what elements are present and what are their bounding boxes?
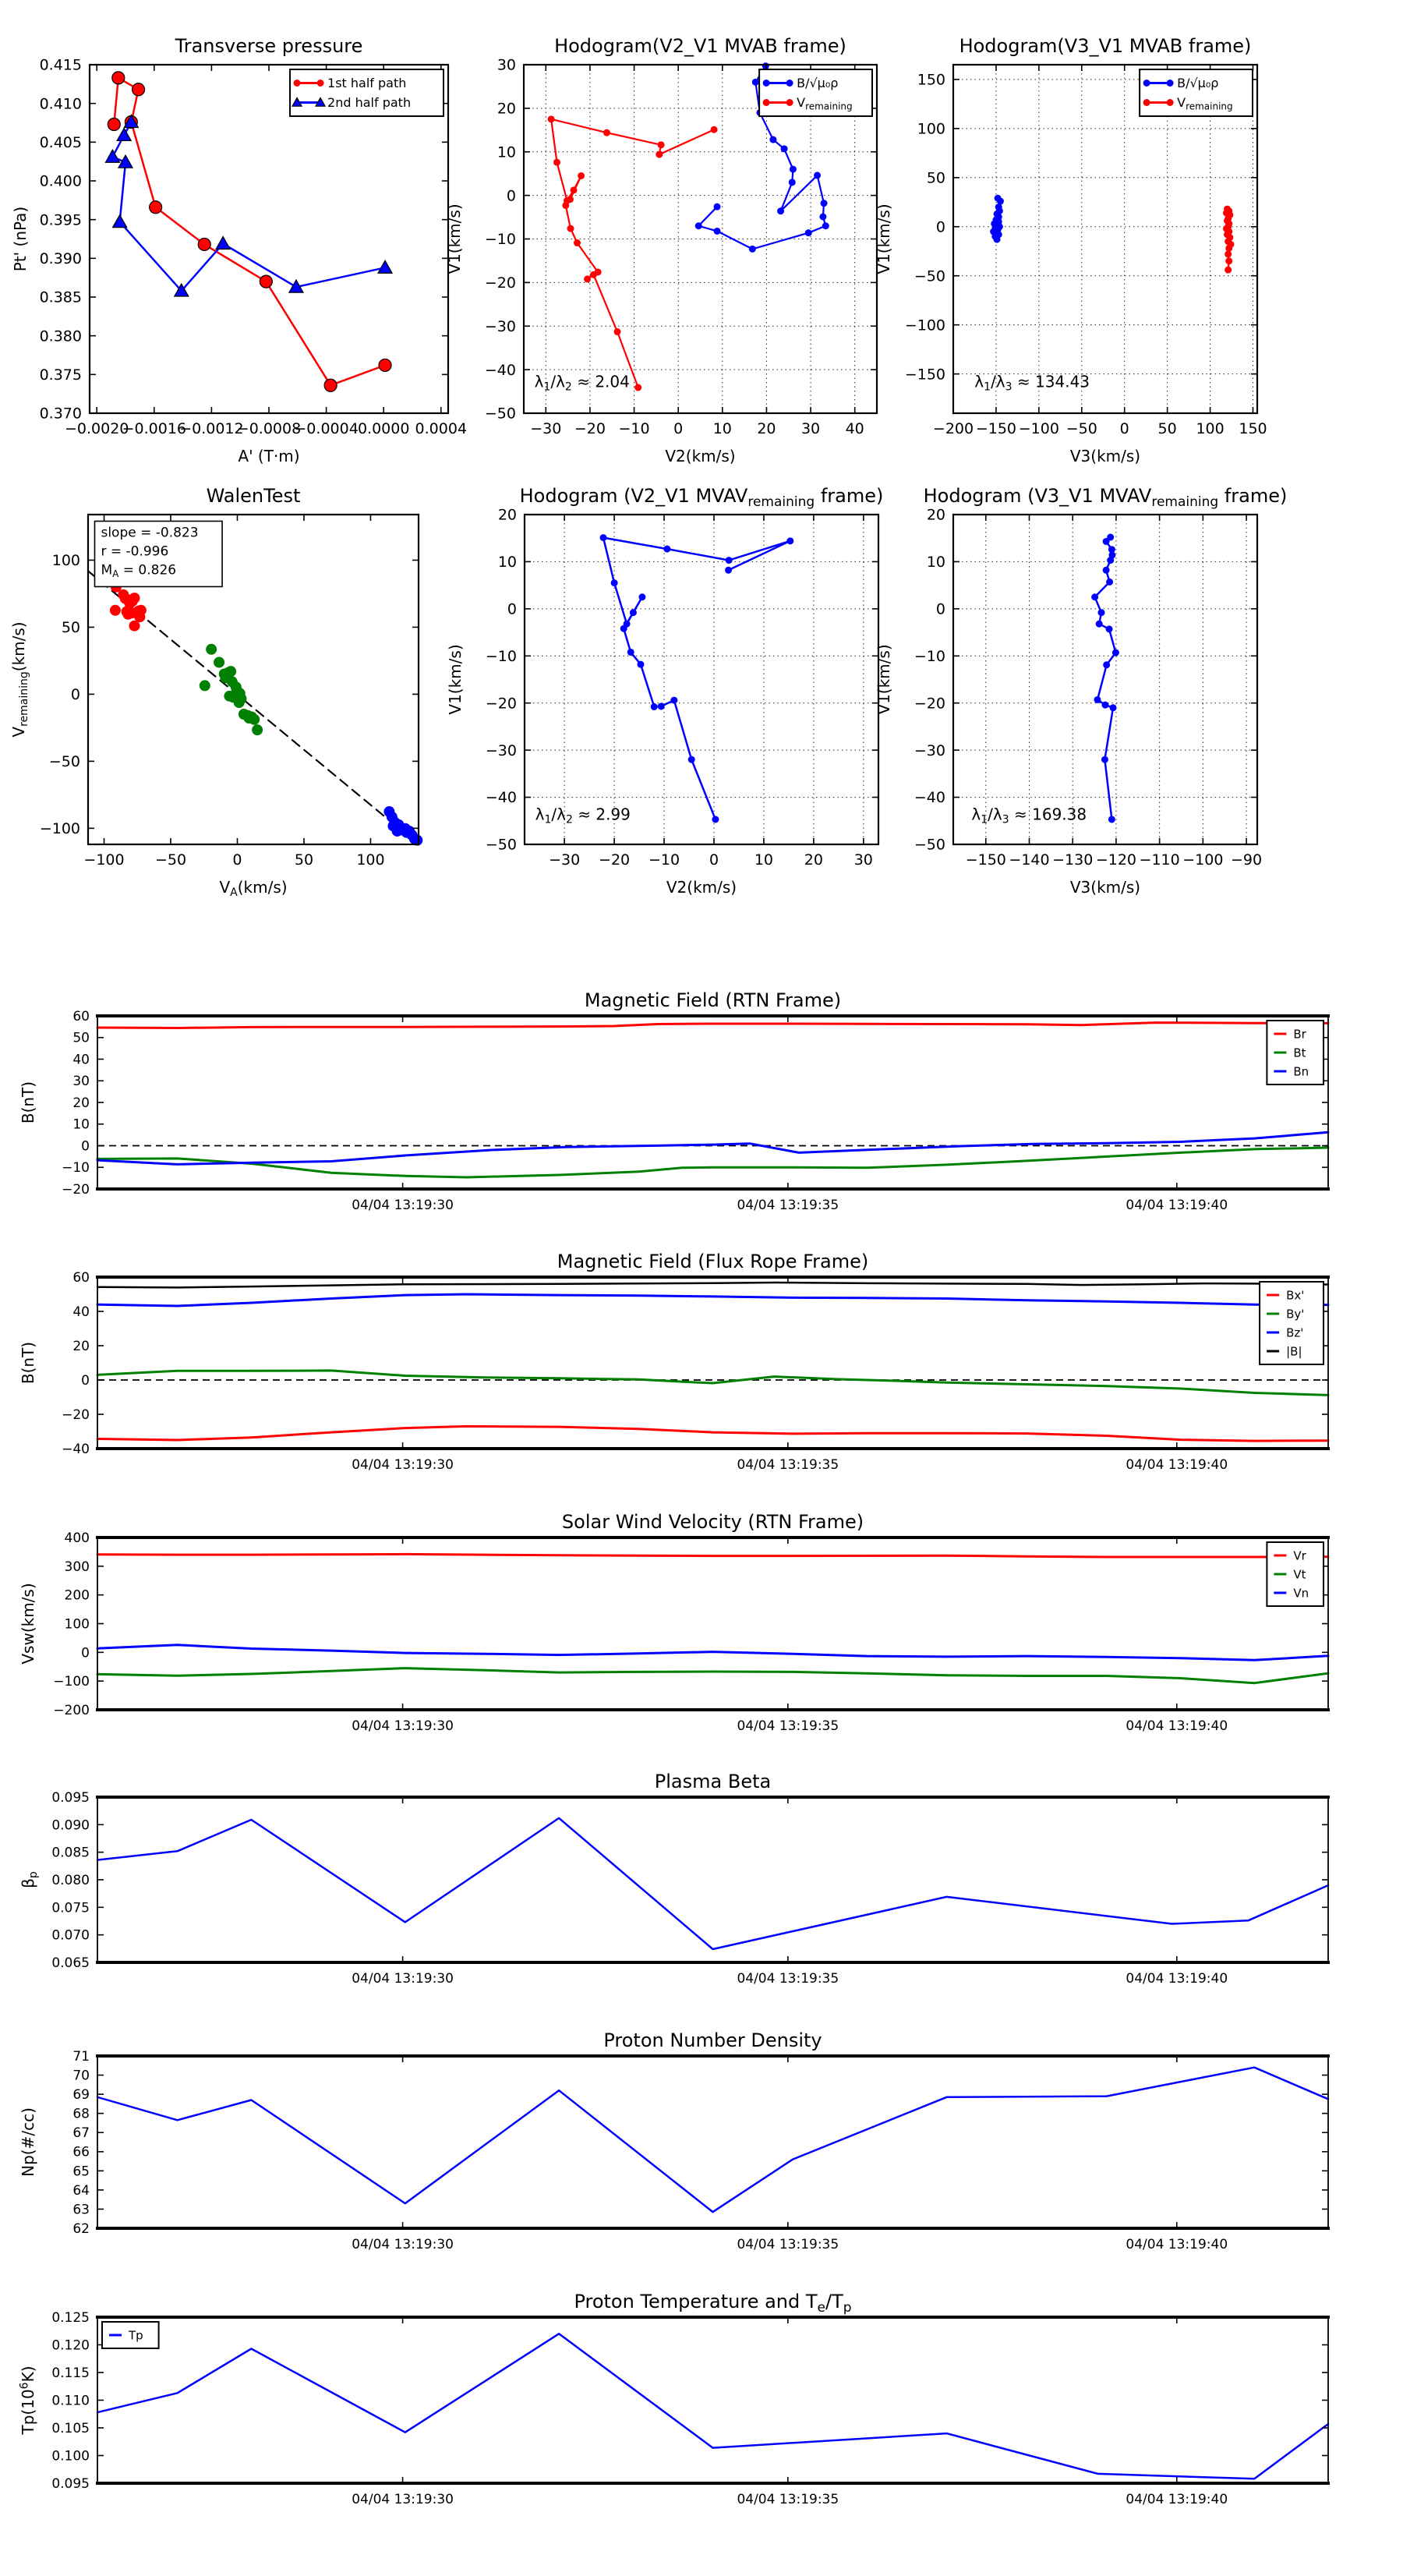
- y-tick-label: 0.095: [51, 1789, 90, 1806]
- y-tick-label: 66: [72, 2144, 90, 2160]
- y-tick-label: 0: [81, 1372, 90, 1389]
- y-tick-label: 0.370: [39, 405, 82, 423]
- x-tick-label: −50: [1066, 420, 1097, 437]
- legend: [1260, 1282, 1323, 1364]
- y-tick-label: 64: [72, 2182, 90, 2199]
- chart-title: WalenTest: [206, 485, 301, 507]
- x-tick-label: 20: [804, 851, 823, 869]
- y-tick-label: 0.090: [51, 1817, 90, 1834]
- chart-title: Magnetic Field (Flux Rope Frame): [557, 1251, 869, 1272]
- x-tick-label: −0.0004: [294, 420, 359, 437]
- legend-label: Vn: [1293, 1586, 1309, 1601]
- y-tick-label: 0.415: [39, 56, 82, 74]
- y-axis-label: V1(km/s): [875, 644, 893, 715]
- x-axis-label: A' (T·m): [238, 447, 300, 465]
- x-tick-label: 04/04 13:19:40: [1126, 1971, 1228, 1987]
- y-tick-label: 0: [506, 187, 516, 205]
- y-tick-label: 65: [72, 2164, 90, 2180]
- chart-title: Plasma Beta: [654, 1771, 772, 1792]
- y-tick-label: 0: [935, 600, 945, 618]
- y-tick-label: 0: [935, 218, 945, 236]
- y-tick-label: −100: [53, 1674, 90, 1690]
- x-tick-label: 100: [1196, 420, 1225, 437]
- y-tick-label: 0.115: [51, 2365, 90, 2381]
- y-tick-label: 20: [497, 506, 517, 524]
- x-tick-label: −10: [648, 851, 680, 869]
- y-tick-label: −30: [914, 741, 945, 759]
- x-tick-label: 04/04 13:19:30: [352, 2492, 454, 2507]
- y-tick-label: 0.070: [51, 1927, 90, 1944]
- y-tick-label: 20: [72, 1338, 90, 1354]
- y-tick-label: −200: [53, 1702, 90, 1718]
- legend-label: Vt: [1293, 1567, 1306, 1582]
- y-tick-label: −40: [914, 789, 945, 807]
- y-axis-label: Pt' (nPa): [11, 206, 30, 272]
- y-tick-label: 0.075: [51, 1900, 90, 1916]
- x-tick-label: 04/04 13:19:40: [1126, 2237, 1228, 2252]
- y-tick-label: −50: [484, 405, 516, 423]
- legend-label: Vr: [1293, 1548, 1306, 1563]
- x-tick-label: 10: [712, 420, 732, 437]
- x-tick-label: −150: [975, 420, 1017, 437]
- stats-line: slope = -0.823: [101, 525, 199, 541]
- y-tick-label: −40: [62, 1441, 90, 1457]
- x-tick-label: 0: [1119, 420, 1129, 437]
- legend: [1140, 69, 1253, 116]
- y-tick-label: −100: [39, 820, 80, 838]
- chart-walen-test: [9, 485, 422, 899]
- x-tick-label: 30: [853, 851, 873, 869]
- x-tick-label: 30: [800, 420, 821, 437]
- x-tick-label: −100: [1018, 420, 1059, 437]
- y-axis-label: V1(km/s): [445, 203, 464, 274]
- legend-label: B/√μ₀ρ: [797, 76, 839, 91]
- y-tick-label: 0.100: [51, 2448, 90, 2465]
- x-tick-label: −10: [618, 420, 650, 437]
- y-tick-label: 20: [926, 506, 945, 524]
- x-tick-label: 04/04 13:19:35: [737, 2492, 839, 2507]
- y-tick-label: 0.405: [39, 133, 82, 151]
- chart-hodogram-v3v1-mvav: [875, 485, 1287, 897]
- x-tick-label: 04/04 13:19:30: [352, 1718, 454, 1734]
- y-tick-label: 0.125: [51, 2309, 90, 2326]
- x-tick-label: 04/04 13:19:40: [1126, 1718, 1228, 1734]
- y-tick-label: 0.120: [51, 2337, 90, 2354]
- chart-title: Hodogram(V3_V1 MVAB frame): [959, 35, 1252, 57]
- legend-label: 1st half path: [327, 76, 407, 91]
- y-tick-label: 100: [64, 1616, 90, 1633]
- y-tick-label: −20: [484, 274, 516, 292]
- chart-title: Magnetic Field (RTN Frame): [584, 989, 842, 1011]
- y-tick-label: 70: [72, 2068, 90, 2084]
- y-tick-label: 0.400: [39, 172, 82, 190]
- x-tick-label: 04/04 13:19:30: [352, 1971, 454, 1987]
- y-tick-label: −30: [484, 317, 516, 335]
- y-axis-label: Np(#/cc): [19, 2107, 37, 2177]
- y-tick-label: 10: [497, 143, 516, 161]
- legend-label: By': [1286, 1307, 1305, 1322]
- legend-label: Br: [1293, 1027, 1306, 1042]
- y-tick-label: −10: [62, 1160, 90, 1177]
- y-tick-label: −50: [914, 267, 945, 285]
- y-tick-label: 67: [72, 2125, 90, 2142]
- y-tick-label: −10: [914, 647, 945, 665]
- y-tick-label: 71: [72, 2048, 90, 2065]
- legend-label: Bt: [1293, 1046, 1306, 1060]
- y-tick-label: 0.410: [39, 95, 82, 113]
- x-tick-label: −50: [154, 851, 187, 869]
- y-tick-label: −20: [485, 695, 517, 713]
- y-tick-label: 50: [72, 1030, 90, 1046]
- y-tick-label: −150: [904, 366, 945, 384]
- legend-label: 2nd half path: [327, 95, 412, 111]
- lambda-ratio-annotation: $\lambda_1/\lambda_3 \approx 134.43$: [974, 372, 1090, 394]
- x-tick-label: −0.0020: [64, 420, 129, 437]
- stats-line: MA = 0.826: [101, 562, 177, 579]
- x-tick-label: 40: [845, 420, 864, 437]
- x-tick-label: −0.0008: [236, 420, 302, 437]
- x-tick-label: 04/04 13:19:40: [1126, 2492, 1228, 2507]
- y-axis-label: $\beta_p$: [19, 1871, 40, 1888]
- y-tick-label: 0.105: [51, 2420, 90, 2436]
- y-axis-label: Vsw(km/s): [19, 1583, 37, 1665]
- y-tick-label: 40: [72, 1052, 90, 1068]
- y-tick-label: 0: [507, 600, 517, 618]
- x-tick-label: 04/04 13:19:35: [737, 1718, 839, 1734]
- y-tick-label: −20: [62, 1181, 90, 1198]
- legend-label: Tp: [129, 2328, 143, 2343]
- y-tick-label: 0.395: [39, 211, 82, 229]
- x-tick-label: 04/04 13:19:35: [737, 1971, 839, 1987]
- x-tick-label: 0.0000: [357, 420, 410, 437]
- x-tick-label: 20: [757, 420, 776, 437]
- x-tick-label: 04/04 13:19:30: [352, 2237, 454, 2252]
- chart-vsw: [19, 1511, 1330, 1734]
- x-tick-label: −20: [574, 420, 606, 437]
- y-axis-label: $Tp(10^6K)$: [18, 2365, 37, 2435]
- y-tick-label: 68: [72, 2106, 90, 2122]
- x-tick-label: −0.0016: [122, 420, 187, 437]
- x-tick-label: −0.0012: [179, 420, 244, 437]
- y-tick-label: 300: [64, 1559, 90, 1575]
- x-tick-label: −130: [1052, 851, 1094, 869]
- y-tick-label: −10: [484, 231, 516, 249]
- stats-line: r = -0.996: [101, 543, 169, 560]
- y-tick-label: −40: [485, 789, 517, 807]
- chart-title: Hodogram (V3_V1 MVAVremaining frame): [923, 485, 1288, 510]
- y-tick-label: 100: [51, 552, 80, 570]
- y-tick-label: 0.080: [51, 1872, 90, 1888]
- y-tick-label: 10: [72, 1116, 90, 1133]
- y-tick-label: 10: [926, 554, 945, 571]
- y-tick-label: −20: [62, 1407, 90, 1423]
- legend: [290, 69, 444, 116]
- chart-hodogram-v3v1-mvab: [875, 35, 1267, 465]
- legend-label: |B|: [1286, 1344, 1302, 1359]
- y-tick-label: −100: [904, 317, 945, 334]
- y-tick-label: 62: [72, 2220, 90, 2237]
- x-tick-label: 0: [673, 420, 684, 437]
- x-tick-label: 04/04 13:19:30: [352, 1198, 454, 1213]
- chart-mf-fr: [19, 1251, 1330, 1473]
- x-tick-label: −30: [530, 420, 562, 437]
- y-tick-label: 63: [72, 2202, 90, 2218]
- y-tick-label: 60: [72, 1008, 90, 1024]
- y-tick-label: 150: [917, 71, 945, 89]
- y-tick-label: −50: [48, 753, 80, 771]
- y-tick-label: 40: [72, 1304, 90, 1320]
- x-tick-label: 50: [294, 851, 314, 869]
- x-tick-label: −140: [1009, 851, 1050, 869]
- y-tick-label: 100: [917, 120, 945, 138]
- x-tick-label: 04/04 13:19:30: [352, 1457, 454, 1473]
- y-tick-label: 0: [70, 686, 80, 704]
- chart-beta: [19, 1771, 1330, 1987]
- y-tick-label: −10: [485, 647, 517, 665]
- x-tick-label: 04/04 13:19:35: [737, 1198, 839, 1213]
- y-tick-label: 50: [926, 169, 945, 187]
- y-tick-label: −20: [914, 695, 945, 713]
- y-tick-label: 0.110: [51, 2393, 90, 2409]
- y-tick-label: 200: [64, 1587, 90, 1604]
- x-tick-label: 0: [232, 851, 242, 869]
- y-axis-label: V1(km/s): [446, 644, 465, 715]
- legend: [1267, 1021, 1323, 1085]
- y-tick-label: 0.065: [51, 1955, 90, 1971]
- y-tick-label: 0.095: [51, 2475, 90, 2492]
- y-tick-label: 20: [72, 1095, 90, 1111]
- y-tick-label: 0.085: [51, 1845, 90, 1861]
- x-tick-label: 50: [1157, 420, 1177, 437]
- y-tick-label: 0.375: [39, 366, 82, 384]
- y-axis-label: B(nT): [19, 1081, 37, 1124]
- x-tick-label: −200: [932, 420, 974, 437]
- legend-label: Bn: [1293, 1064, 1309, 1079]
- chart-transverse-pressure: [11, 35, 467, 465]
- legend-label: Bx': [1286, 1288, 1305, 1303]
- y-tick-label: 0.380: [39, 327, 82, 345]
- legend-label: $V_{remaining}$: [1177, 95, 1233, 112]
- y-tick-label: −50: [485, 836, 517, 854]
- y-tick-label: 50: [61, 619, 80, 637]
- chart-hodogram-v2v1-mvav: [446, 485, 883, 897]
- chart-title: Solar Wind Velocity (RTN Frame): [561, 1511, 864, 1533]
- chart-title: Hodogram(V2_V1 MVAB frame): [554, 35, 846, 57]
- x-tick-label: 0: [709, 851, 719, 869]
- chart-np: [19, 2029, 1330, 2252]
- lambda-ratio-annotation: $\lambda_1/\lambda_2 \approx 2.04$: [534, 372, 630, 394]
- lambda-ratio-annotation: $\lambda_1/\lambda_3 \approx 169.38$: [971, 805, 1087, 826]
- y-tick-label: 20: [497, 100, 516, 118]
- x-tick-label: 04/04 13:19:40: [1126, 1198, 1228, 1213]
- x-tick-label: −20: [599, 851, 631, 869]
- y-tick-label: 0.385: [39, 288, 82, 306]
- legend-label: Bz': [1286, 1325, 1304, 1340]
- x-tick-label: 10: [754, 851, 774, 869]
- x-tick-label: 04/04 13:19:35: [737, 1457, 839, 1473]
- legend: [1267, 1542, 1323, 1606]
- x-tick-label: −150: [965, 851, 1006, 869]
- chart-title: Proton Temperature and Te/Tp: [574, 2291, 852, 2316]
- legend: [759, 69, 872, 116]
- x-tick-label: 04/04 13:19:35: [737, 2237, 839, 2252]
- x-axis-label: V3(km/s): [1069, 447, 1141, 465]
- x-tick-label: 150: [1239, 420, 1267, 437]
- y-tick-label: 60: [72, 1269, 90, 1286]
- x-axis-label: $V_A(km/s)$: [219, 878, 288, 899]
- y-tick-label: −40: [484, 361, 516, 379]
- y-tick-label: 30: [72, 1074, 90, 1090]
- y-axis-label: $V_{remaining}(km/s)$: [9, 621, 30, 738]
- x-tick-label: 0.0004: [415, 420, 468, 437]
- x-tick-label: −100: [83, 851, 125, 869]
- chart-title: Hodogram (V2_V1 MVAVremaining frame): [519, 485, 884, 510]
- y-tick-label: 10: [497, 554, 517, 571]
- y-tick-label: 400: [64, 1530, 90, 1546]
- x-axis-label: V2(km/s): [665, 447, 736, 465]
- x-tick-label: −90: [1231, 851, 1263, 869]
- chart-tp: [18, 2291, 1330, 2507]
- x-tick-label: 100: [356, 851, 385, 869]
- chart-title: Proton Number Density: [603, 2029, 822, 2051]
- y-tick-label: 30: [497, 56, 516, 74]
- x-axis-label: V3(km/s): [1069, 878, 1141, 897]
- legend: [102, 2322, 159, 2348]
- x-tick-label: −100: [1182, 851, 1224, 869]
- x-tick-label: −120: [1095, 851, 1137, 869]
- y-tick-label: −50: [914, 836, 945, 854]
- x-tick-label: 04/04 13:19:40: [1126, 1457, 1228, 1473]
- lambda-ratio-annotation: $\lambda_1/\lambda_2 \approx 2.99$: [535, 805, 631, 826]
- x-tick-label: −110: [1139, 851, 1180, 869]
- chart-mf-rtn: [19, 989, 1330, 1213]
- y-tick-label: −30: [485, 741, 517, 759]
- chart-hodogram-v2v1-mvab: [445, 35, 877, 465]
- x-tick-label: −30: [549, 851, 581, 869]
- y-axis-label: B(nT): [19, 1341, 37, 1385]
- chart-title: Transverse pressure: [175, 35, 363, 57]
- x-axis-label: V2(km/s): [666, 878, 737, 897]
- y-tick-label: 0: [81, 1645, 90, 1661]
- y-tick-label: 0: [81, 1138, 90, 1155]
- y-tick-label: 69: [72, 2087, 90, 2104]
- y-axis-label: V1(km/s): [875, 203, 893, 274]
- y-tick-label: 0.390: [39, 249, 82, 267]
- legend-label: $V_{remaining}$: [797, 95, 853, 112]
- legend-label: B/√μ₀ρ: [1177, 76, 1219, 91]
